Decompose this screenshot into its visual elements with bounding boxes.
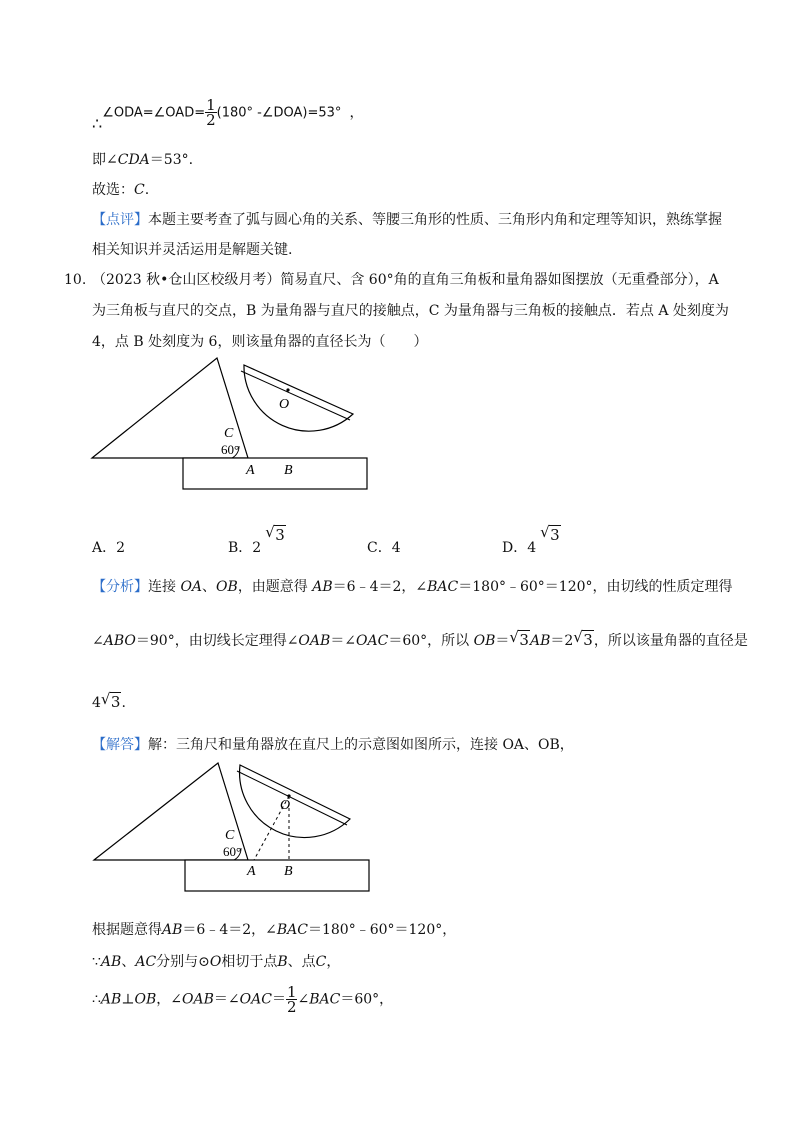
center-dot (286, 388, 289, 391)
option-c[interactable]: C．4 (367, 540, 401, 556)
step-cda: 即∠CDA＝53°. (92, 152, 194, 168)
analysis-line3: 4 √ 3. (92, 690, 126, 711)
question-number: 10. (64, 272, 87, 288)
sqrt-radical: √ 3 (540, 523, 560, 544)
label-A: A (246, 463, 255, 478)
sqrt-radical: √ 3 (509, 628, 529, 649)
solution-figure (82, 757, 382, 899)
sqrt-radical: √ 3 (573, 628, 593, 649)
comment-tag: 【点评】 (92, 212, 148, 228)
fraction-half: $\frac{1}{2}$ (206, 96, 216, 129)
label-C: C (224, 426, 234, 441)
option-d[interactable]: D．4 √ 3 (502, 523, 560, 556)
solution-line1: 【解答】解：三角尺和量角器放在直尺上的示意图如图所示，连接 OA、OB， (92, 737, 574, 753)
label-angle: 60° (221, 442, 240, 457)
label-O: O (280, 798, 291, 813)
straight-ruler (183, 458, 367, 489)
protractor (240, 765, 350, 838)
question-figure (80, 350, 380, 495)
option-a[interactable]: A．2 (92, 540, 126, 556)
comment-line1: 【点评】本题主要考查了弧与圆心角的关系、等腰三角形的性质、三角形内角和定理等知识，熟练掌握 (92, 212, 722, 228)
option-b[interactable]: B．2 √ 3 (228, 523, 285, 556)
label-B: B (284, 864, 293, 879)
question-line3: 4，点 B 处刻度为 6，则该量角器的直径长为（ ） (92, 334, 428, 350)
fraction-half: $\frac{1}{2}$ (286, 983, 297, 1016)
label-C: C (225, 828, 235, 843)
step-choice: 故选：C. (92, 182, 150, 198)
solution-tag: 【解答】 (92, 737, 148, 753)
label-A: A (247, 864, 256, 879)
solution-step2: ∵AB、AC分别与⊙O相切于点B、点C， (92, 954, 341, 970)
solution-step3: ∴AB⊥OB，∠OAB＝∠OAC＝ $\frac{1}{2}$ ∠BAC＝60°， (92, 983, 394, 1016)
question-line2: 为三角板与直尺的交点，B 为量角器与直尺的接触点，C 为量角器与三角板的接触点．若点 A 处刻度为 (92, 303, 729, 319)
comment-line2: 相关知识并灵活运用是解题关键. (92, 242, 293, 258)
sqrt-radical: √ 3 (100, 690, 121, 711)
protractor (244, 365, 353, 431)
analysis-line1: 【分析】连接 OA、OB，由题意得 AB＝6﹣4＝2，∠BAC＝180°﹣60°＝120°，由切线的性质定理得 (92, 579, 733, 595)
straight-ruler (185, 860, 369, 891)
analysis-line2: ∠ABO＝90°，由切线长定理得∠OAB＝∠OAC＝60°，所以 OB＝ √ 3AB＝2 √ 3，所以该量角器的直径是 (92, 628, 748, 649)
label-O: O (279, 397, 290, 412)
therefore-symbol: ∴ (92, 113, 103, 133)
step-equation: ∴∠ODA=∠OAD= $\frac{1}{2}$ (180° -∠DOA)=53° ， (92, 96, 364, 133)
label-angle: 60° (223, 844, 242, 859)
sqrt-radical: √ 3 (265, 523, 285, 544)
analysis-tag: 【分析】 (92, 579, 148, 595)
solution-step1: 根据题意得AB＝6﹣4＝2，∠BAC＝180°﹣60°＝120°， (92, 922, 457, 938)
label-B: B (284, 463, 293, 478)
question-line1: （2023 秋•仓山区校级月考）简易直尺、含 60°角的直角三角板和量角器如图摆放（无重叠部分），A (92, 272, 719, 288)
